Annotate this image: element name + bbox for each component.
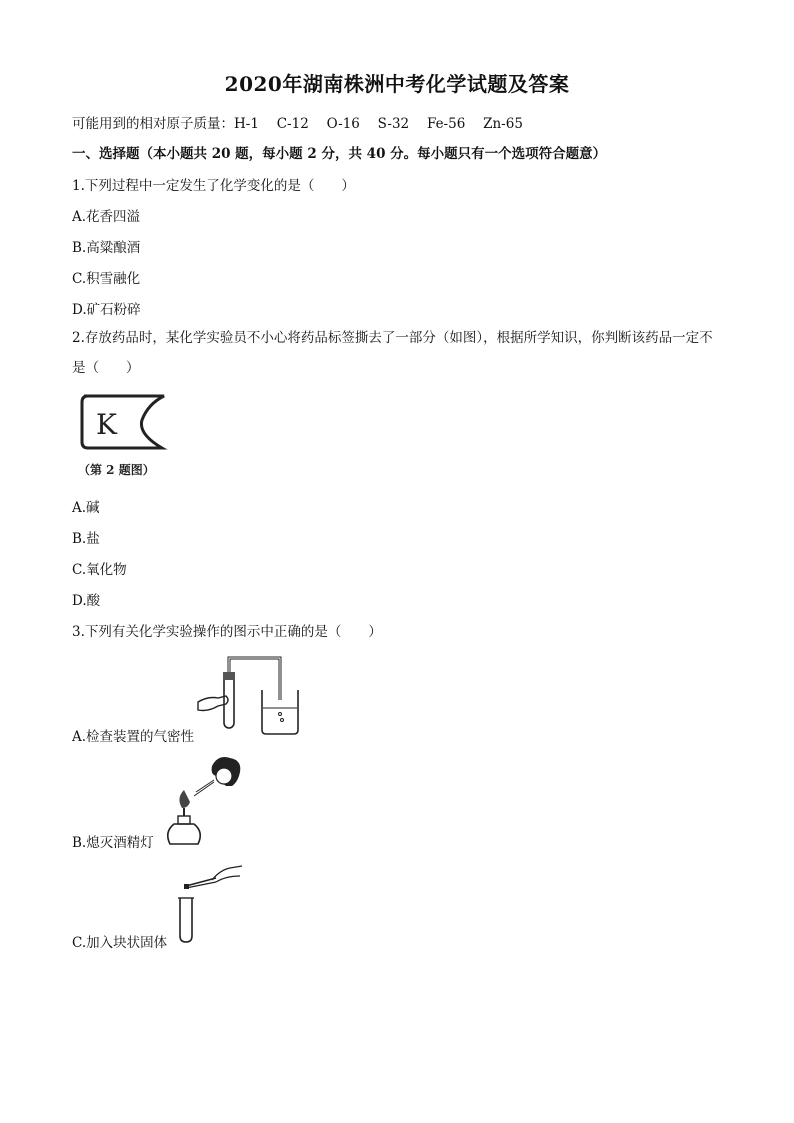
page-title: 2020年湖南株洲中考化学试题及答案 [224,72,570,96]
blow-out-lamp-figure [160,752,244,846]
q2-option-b: B.盐 [72,531,100,547]
q3-option-c: C.加入块状固体 [72,935,168,951]
q3-option-a: A.检查装置的气密性 [72,729,195,745]
label-letter: K [96,408,117,441]
q3-option-b: B.熄灭酒精灯 [72,835,154,851]
q2-option-a: A.碱 [72,500,100,516]
figure-caption: （第 2 题图） [78,463,155,477]
q1-option-d: D.矿石粉碎 [72,302,141,318]
question-2-stem: 2.存放药品时，某化学实验员不小心将药品标签撕去了一部分（如图），根据所学知识，你判断该药品一定不是（ ） [72,330,713,376]
question-1-stem: 1.下列过程中一定发生了化学变化的是（ ） [72,178,355,194]
q1-option-a: A.花香四溢 [72,209,141,225]
airtightness-check-figure [196,650,304,736]
add-solid-figure [172,862,244,944]
q2-option-c: C.氧化物 [72,562,127,578]
q1-option-c: C.积雪融化 [72,271,141,287]
q2-option-d: D.酸 [72,593,101,609]
torn-label-outline [82,396,164,448]
atomic-masses-note: 可能用到的相对原子质量：H-1 C-12 O-16 S-32 Fe-56 Zn-65 [72,116,523,132]
torn-label-figure [78,392,170,482]
q1-option-b: B.高粱酿酒 [72,240,141,256]
section-heading: 一、选择题（本小题共 20 题，每小题 2 分，共 40 分。每小题只有一个选项符合题意） [72,146,607,162]
question-3-stem: 3.下列有关化学实验操作的图示中正确的是（ ） [72,624,382,640]
